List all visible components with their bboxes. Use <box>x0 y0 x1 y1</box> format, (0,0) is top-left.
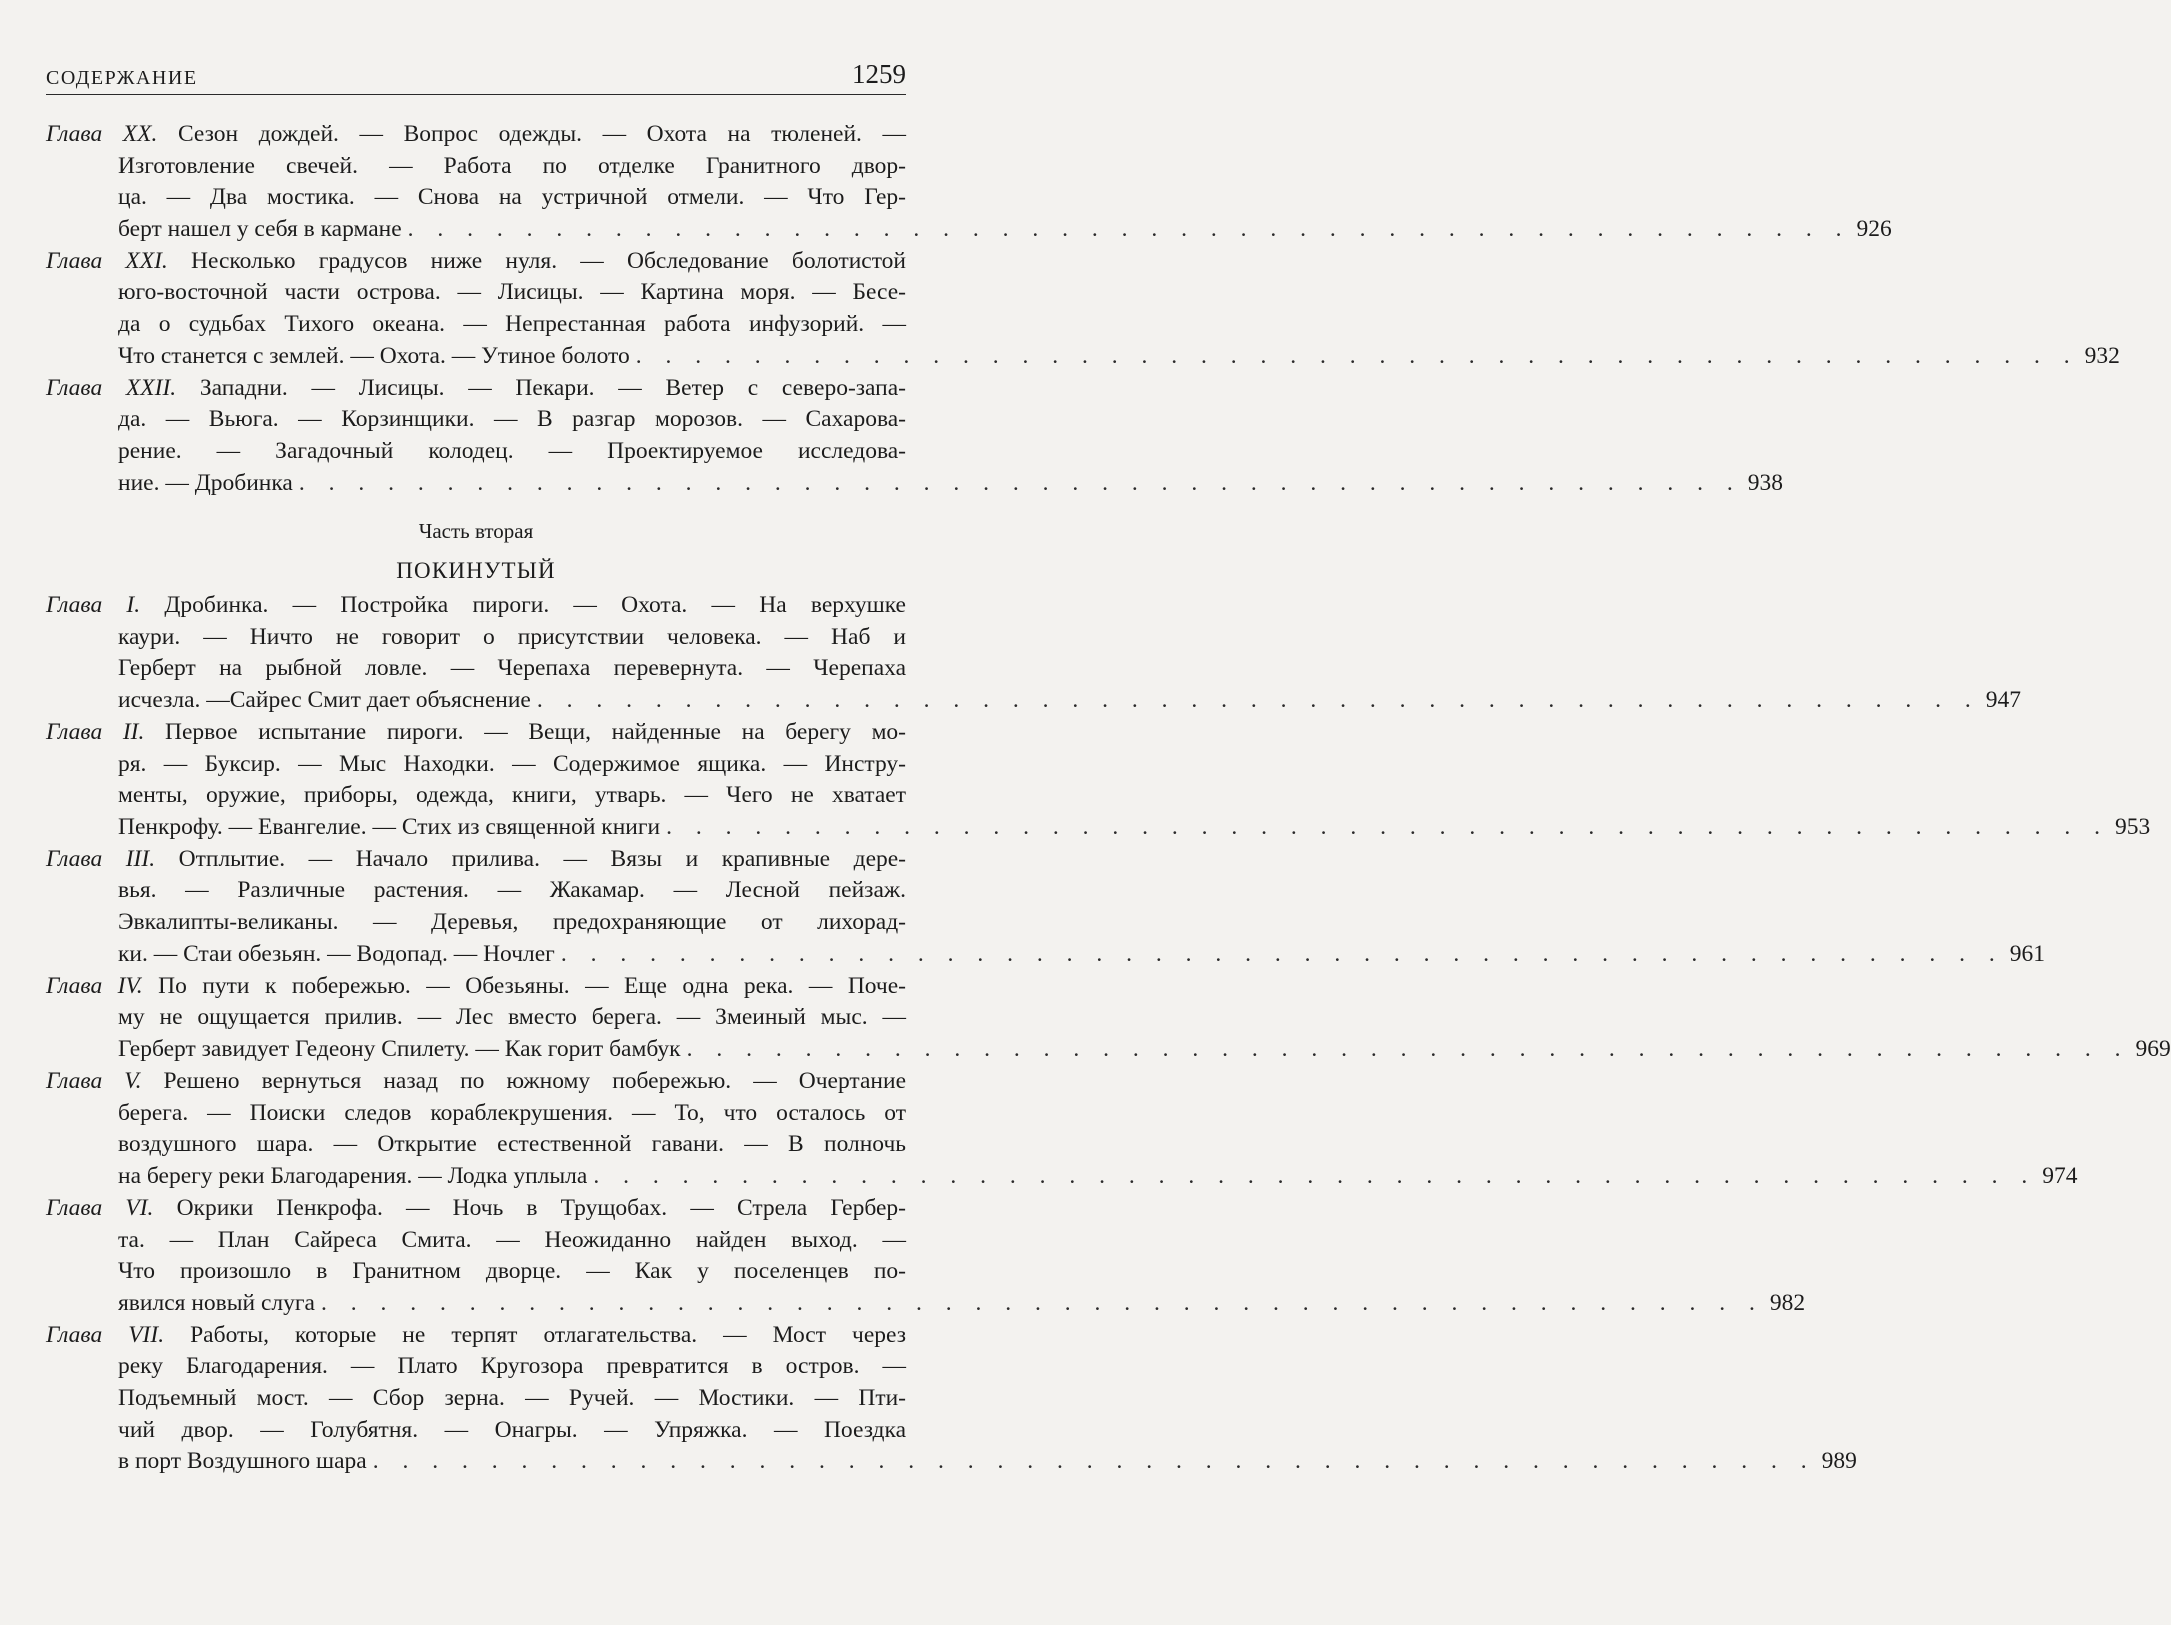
toc-entry-text: Что станется с землей. — Охота. — Утиное болото <box>118 342 630 369</box>
toc-entry-text: чий двор. — Голубятня. — Онагры. — Упряжка. — Поездка <box>118 1416 906 1443</box>
toc-entry-last-line <box>46 214 1892 246</box>
toc-entry-text: Отплытие. — Начало прилива. — Вязы и крапивные дере- <box>178 845 907 872</box>
toc-entry-line <box>46 1383 906 1415</box>
toc-page-number: 938 <box>1747 469 1783 496</box>
dot-leaders: . . . . . . . . . . . . . . . . . . . . . . . . . . . . . . . . . . . . . . . . . . . . . . . . . <box>407 215 1851 242</box>
toc-entry-text: Что произошло в Гранитном дворце. — Как у поселенцев по- <box>118 1258 906 1285</box>
toc-entry-last-line <box>46 685 2021 717</box>
toc-entry-text: берт нашел у себя в кармане <box>118 215 402 242</box>
toc-page-number: 953 <box>2114 813 2151 840</box>
toc-entry-text: берега. — Поиски следов кораблекрушения. — То, что осталось от <box>118 1099 906 1126</box>
toc-entry-text: Подъемный мост. — Сбор зерна. — Ручей. — Мостики. — Пти- <box>118 1384 906 1411</box>
page-number: 1259 <box>852 59 906 89</box>
toc-entry-line <box>46 182 906 214</box>
toc-entry-last-line <box>46 1446 1857 1478</box>
dot-leaders: . . . . . . . . . . . . . . . . . . . . . . . . . . . . . . . . . . . . . . . . . . . . . . . . . <box>560 940 2004 967</box>
toc-entry-text: Эвкалипты-великаны. — Деревья, предохраняющие от лихорад- <box>118 909 906 936</box>
toc-entry-line <box>46 246 906 278</box>
part-title: ПОКИНУТЫЙ <box>396 558 556 584</box>
toc-entry-line <box>46 875 906 907</box>
toc-entry-text: Первое испытание пироги. — Вещи, найденные на берегу мо- <box>165 719 907 745</box>
dot-leaders: . . . . . . . . . . . . . . . . . . . . . . . . . . . . . . . . . . . . . . . . . . . . . . . . . <box>666 813 2109 840</box>
toc-entry-last-line <box>46 1161 2078 1193</box>
toc-entry-last-line <box>46 812 2151 844</box>
toc-entry <box>46 717 2151 843</box>
chapter-number: Глава VI. <box>46 1194 154 1221</box>
toc-entry <box>46 246 2120 372</box>
chapter-number: Глава XX. <box>46 121 158 147</box>
toc-entry-text: вья. — Различные растения. — Жакамар. — Лесной пейзаж. <box>118 877 906 904</box>
toc-entry <box>46 373 1783 499</box>
toc-entry-last-line <box>46 341 2120 373</box>
toc-entry-line <box>46 780 906 812</box>
toc-entry-text: юго-восточной части острова. — Лисицы. — Картина моря. — Бесе- <box>118 279 906 306</box>
toc-entry-text: ние. — Дробинка <box>118 469 293 496</box>
toc-entry-line <box>46 749 906 781</box>
toc-entry-text: менты, оружие, приборы, одежда, книги, утварь. — Чего не хватает <box>118 782 906 809</box>
toc-entry-line <box>46 844 906 876</box>
dot-leaders: . . . . . . . . . . . . . . . . . . . . . . . . . . . . . . . . . . . . . . . . . . . . . . . . . <box>593 1162 2037 1189</box>
toc-entry <box>46 1066 2078 1192</box>
toc-entry-line <box>46 717 906 749</box>
toc-entry-last-line <box>46 1288 1806 1320</box>
dot-leaders: . . . . . . . . . . . . . . . . . . . . . . . . . . . . . . . . . . . . . . . . . . . . . . . . . <box>372 1448 1816 1475</box>
toc-section-part-two <box>46 590 2171 1478</box>
toc-entry-text: реку Благодарения. — Плато Кругозора превратится в остров. — <box>118 1353 906 1380</box>
toc-page-number: 974 <box>2042 1162 2078 1189</box>
toc-page-number: 947 <box>1985 686 2021 713</box>
toc-entry-text: исчезла. —Сайрес Смит дает объяснение <box>118 686 531 713</box>
toc-entry-line <box>46 119 906 151</box>
toc-entry-line <box>46 436 906 468</box>
dot-leaders: . . . . . . . . . . . . . . . . . . . . . . . . . . . . . . . . . . . . . . . . . . . . . . . . . <box>536 686 1980 713</box>
toc-entry-text: ца. — Два мостика. — Снова на устричной отмели. — Что Гер- <box>118 184 906 211</box>
toc-page-number: 926 <box>1856 215 1892 242</box>
toc-entry-text: Работы, которые не терпят отлагательства. — Мост через <box>190 1321 907 1348</box>
toc-entry-text: Решено вернуться назад по южному побережью. — Очертание <box>163 1068 906 1095</box>
toc-entry-text: в порт Воздушного шара <box>118 1448 367 1475</box>
toc-entry-text: да о судьбах Тихого океана. — Непрестанная работа инфузорий. — <box>118 311 906 338</box>
chapter-number: Глава XXII. <box>46 374 177 401</box>
toc-section-part-one-end <box>46 119 2120 499</box>
toc-entry-line <box>46 971 906 1003</box>
table-of-contents <box>46 119 2171 1478</box>
toc-entry-line <box>46 1129 906 1161</box>
toc-entry <box>46 971 2171 1066</box>
toc-entry-text: Изготовление свечей. — Работа по отделке Гранитного двор- <box>118 152 906 179</box>
dot-leaders: . . . . . . . . . . . . . . . . . . . . . . . . . . . . . . . . . . . . . . . . . . . . . . . . . <box>320 1289 1764 1316</box>
toc-entry-line <box>46 1193 906 1225</box>
toc-entry-last-line <box>46 1034 2171 1066</box>
toc-entry-line <box>46 1098 906 1130</box>
chapter-number: Глава XXI. <box>46 247 168 274</box>
toc-entry-line <box>46 1415 906 1447</box>
toc-entry <box>46 1320 1857 1478</box>
toc-entry-text: да. — Вьюга. — Корзинщики. — В разгар морозов. — Сахарова- <box>118 406 906 433</box>
book-page <box>46 50 2171 1478</box>
toc-entry-text: Западни. — Лисицы. — Пекари. — Ветер с северо-запа- <box>199 374 907 401</box>
toc-page-number: 961 <box>2009 940 2045 967</box>
toc-entry-last-line <box>46 939 2045 971</box>
toc-entry-line <box>46 151 906 183</box>
toc-entry <box>46 844 2045 970</box>
toc-entry-text: По пути к побережью. — Обезьяны. — Еще одна река. — Поче- <box>158 972 907 999</box>
toc-page-number: 982 <box>1769 1289 1806 1316</box>
toc-page-number: 932 <box>2084 342 2120 369</box>
chapter-number: Глава IV. <box>46 972 143 999</box>
toc-entry-text: каури. — Ничто не говорит о присутствии человека. — Наб и <box>118 623 906 650</box>
toc-entry-line <box>46 907 906 939</box>
toc-entry-text: воздушного шара. — Открытие естественной гавани. — В полночь <box>118 1131 906 1158</box>
chapter-number: Глава III. <box>46 845 156 872</box>
toc-entry-line <box>46 1256 906 1288</box>
dot-leaders: . . . . . . . . . . . . . . . . . . . . . . . . . . . . . . . . . . . . . . . . . . . . . . . . . <box>635 342 2079 369</box>
toc-entry-line <box>46 622 906 654</box>
toc-entry-text: рение. — Загадочный колодец. — Проектируемое исследова- <box>118 437 906 464</box>
toc-entry-line <box>46 1066 906 1098</box>
toc-entry-line <box>46 590 906 622</box>
chapter-number: Глава V. <box>46 1068 142 1095</box>
toc-entry-text: Пенкрофу. — Евангелие. — Стих из священной книги <box>118 813 661 840</box>
toc-entry-text: Герберт завидует Гедеону Спилету. — Как горит бамбук <box>118 1035 681 1062</box>
toc-entry-text: явился новый слуга <box>118 1289 315 1316</box>
chapter-number: Глава II. <box>46 719 145 745</box>
toc-entry <box>46 1193 1806 1319</box>
toc-entry-text: на берегу реки Благодарения. — Лодка уплыла <box>118 1162 588 1189</box>
toc-page-number: 989 <box>1821 1448 1857 1475</box>
toc-entry-text: Окрики Пенкрофа. — Ночь в Трущобах. — Стрела Гербер- <box>176 1194 907 1221</box>
toc-entry-line <box>46 373 906 405</box>
dot-leaders: . . . . . . . . . . . . . . . . . . . . . . . . . . . . . . . . . . . . . . . . . . . . . . . . . <box>686 1035 2130 1062</box>
toc-entry-last-line <box>46 468 1783 500</box>
toc-entry-line <box>46 1351 906 1383</box>
part-label: Часть вторая <box>418 519 534 544</box>
toc-entry <box>46 119 1892 245</box>
toc-entry-text: ки. — Стаи обезьян. — Водопад. — Ночлег <box>118 940 555 967</box>
running-head <box>46 50 906 95</box>
toc-entry-line <box>46 277 906 309</box>
toc-entry-line <box>46 1225 906 1257</box>
toc-entry-line <box>46 1002 906 1034</box>
chapter-number: Глава VII. <box>46 1321 165 1348</box>
toc-entry-line <box>46 309 906 341</box>
toc-entry <box>46 590 2021 716</box>
running-head-title: СОДЕРЖАНИЕ <box>46 67 198 89</box>
toc-entry-text: Несколько градусов ниже нуля. — Обследование болотистой <box>191 247 907 274</box>
toc-entry-text: Герберт на рыбной ловле. — Черепаха перевернута. — Черепаха <box>118 655 906 682</box>
toc-entry-text: Сезон дождей. — Вопрос одежды. — Охота на тюленей. — <box>177 121 907 147</box>
toc-entry-text: му не ощущается прилив. — Лес вместо берега. — Змеиный мыс. — <box>118 1004 906 1031</box>
toc-entry-line <box>46 1320 906 1352</box>
dot-leaders: . . . . . . . . . . . . . . . . . . . . . . . . . . . . . . . . . . . . . . . . . . . . . . . . . <box>298 469 1742 496</box>
toc-page-number: 969 <box>2135 1035 2171 1062</box>
toc-entry-text: Дробинка. — Постройка пироги. — Охота. — На верхушке <box>164 592 906 619</box>
toc-entry-text: та. — План Сайреса Смита. — Неожиданно найден выход. — <box>118 1226 906 1253</box>
toc-entry-line <box>46 404 906 436</box>
toc-entry-text: ря. — Буксир. — Мыс Находки. — Содержимое ящика. — Инстру- <box>118 750 906 777</box>
chapter-number: Глава I. <box>46 592 141 619</box>
toc-entry-line <box>46 653 906 685</box>
